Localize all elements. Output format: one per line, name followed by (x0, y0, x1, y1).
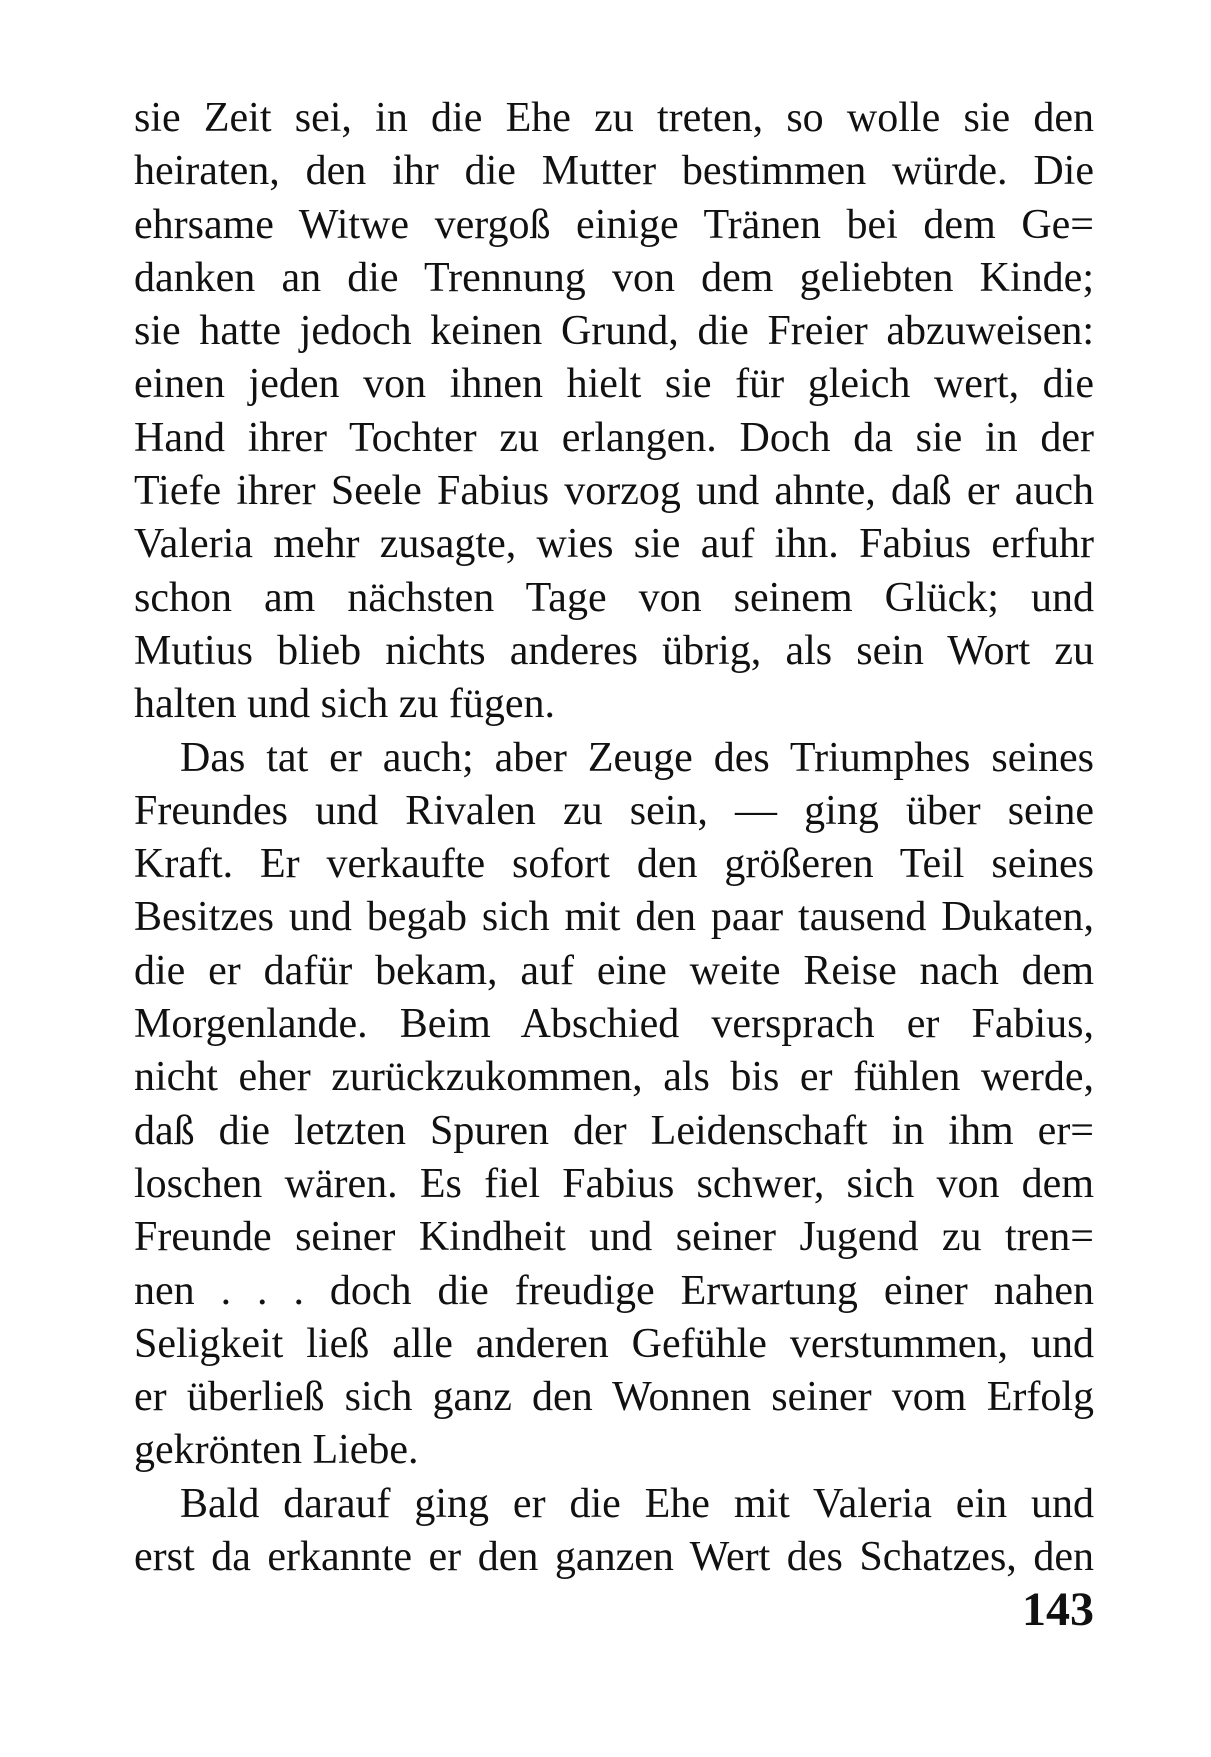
text-line: halten und sich zu fügen. (134, 681, 556, 728)
text-line: Valeria mehr zusagte, wies sie auf ihn. Fabius erfuhr (134, 521, 1094, 568)
body-text (134, 92, 1094, 1584)
text-line: gekrönten Liebe. (134, 1427, 419, 1474)
text-line: heiraten, den ihr die Mutter bestimmen würde. Die (134, 148, 1094, 195)
text-line: er überließ sich ganz den Wonnen seiner vom Erfolg (134, 1374, 1094, 1421)
text-line: Kraft. Er verkaufte sofort den größeren Teil seines (134, 841, 1094, 888)
text-line: erst da erkannte er den ganzen Wert des Schatzes, den (134, 1534, 1094, 1581)
text-line: Bald darauf ging er die Ehe mit Valeria ein und (180, 1480, 1094, 1527)
text-line: Das tat er auch; aber Zeuge des Triumphes seines (180, 734, 1094, 781)
text-line: nicht eher zurückzukommen, als bis er fühlen werde, (134, 1054, 1094, 1101)
text-line: Besitzes und begab sich mit den paar tausend Dukaten, (134, 894, 1094, 941)
text-line: sie hatte jedoch keinen Grund, die Freier abzuweisen: (134, 308, 1094, 355)
text-line: Tiefe ihrer Seele Fabius vorzog und ahnte, daß er auch (134, 468, 1094, 515)
text-line: schon am nächsten Tage von seinem Glück; und (134, 574, 1094, 621)
text-line: daß die letzten Spuren der Leidenschaft in ihm er= (134, 1107, 1094, 1154)
text-line: nen . . . doch die freudige Erwartung einer nahen (134, 1267, 1094, 1314)
text-line: Freundes und Rivalen zu sein, — ging über seine (134, 787, 1094, 834)
text-line: Mutius blieb nichts anderes übrig, als sein Wort zu (134, 627, 1094, 674)
text-line: ehrsame Witwe vergoß einige Tränen bei dem Ge= (134, 201, 1094, 248)
text-line: loschen wären. Es fiel Fabius schwer, sich von dem (134, 1160, 1094, 1207)
text-line: die er dafür bekam, auf eine weite Reise nach dem (134, 947, 1094, 994)
text-line: danken an die Trennung von dem geliebten Kinde; (134, 254, 1094, 301)
text-line: Seligkeit ließ alle anderen Gefühle verstummen, und (134, 1320, 1094, 1367)
text-line: Freunde seiner Kindheit und seiner Jugend zu tren= (134, 1214, 1094, 1261)
page-number: 143 (1022, 1583, 1094, 1636)
text-line: sie Zeit sei, in die Ehe zu treten, so wolle sie den (134, 95, 1094, 141)
text-line: einen jeden von ihnen hielt sie für gleich wert, die (134, 361, 1094, 408)
text-line: Morgenlande. Beim Abschied versprach er Fabius, (134, 1001, 1094, 1048)
text-line: Hand ihrer Tochter zu erlangen. Doch da sie in der (134, 414, 1094, 461)
